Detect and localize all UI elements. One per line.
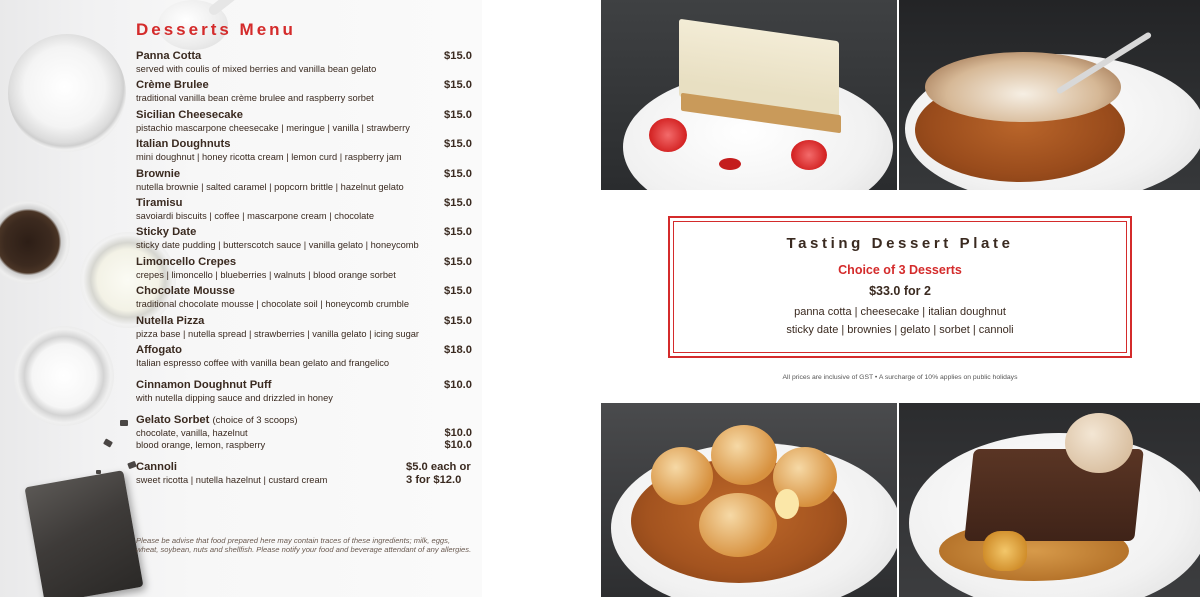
item-price: $15.0	[444, 108, 472, 121]
menu-item	[136, 344, 472, 369]
cheesecake-photo	[601, 0, 897, 190]
dessert-list	[136, 50, 472, 490]
item-description: nutella brownie | salted caramel | popcorn brittle | hazelnut gelato	[136, 181, 404, 192]
popcorn-brittle	[983, 531, 1027, 571]
menu-item	[136, 109, 472, 134]
coulis-drop	[719, 158, 741, 170]
item-description: sweet ricotta | nutella hazelnut | custard cream	[136, 474, 328, 485]
item-name: Panna Cotta	[136, 50, 202, 62]
menu-item	[136, 315, 472, 340]
item-price: $18.0	[444, 343, 472, 356]
menu-item	[136, 168, 472, 193]
doughnuts-photo	[601, 403, 897, 597]
item-price: $15.0	[444, 138, 472, 151]
tasting-price: $33.0 for 2	[869, 284, 931, 298]
item-name: Italian Doughnuts	[136, 138, 231, 151]
tasting-options-line-1: panna cotta | cheesecake | italian doughnut	[794, 306, 1006, 318]
allergy-disclaimer: Please be advise that food prepared here may contain traces of these ingredients; milk, eggs, wheat, soybean, nuts and shellfish. Please notify your food and beverage attendant of any allergies.	[136, 536, 472, 555]
gelato-price: $10.0	[444, 426, 472, 439]
item-description: with nutella dipping sauce and drizzled in honey	[136, 392, 333, 403]
item-name: Sicilian Cheesecake	[136, 108, 243, 121]
chocolate-block-image	[25, 470, 144, 597]
item-name: Tiramisu	[136, 196, 183, 209]
gelato-note: (choice of 3 scoops)	[212, 414, 298, 426]
item-price: $15.0	[444, 285, 472, 298]
item-description: pistachio mascarpone cheesecake | meringue | vanilla | strawberry	[136, 122, 410, 133]
doughnut	[651, 447, 713, 505]
tiramisu-photo	[899, 0, 1200, 190]
item-description: savoiardi biscuits | coffee | mascarpone cream | chocolate	[136, 210, 375, 221]
gelato-row	[136, 439, 472, 451]
sorbet-price: $10.0	[444, 438, 472, 451]
tasting-choice: Choice of 3 Desserts	[838, 263, 962, 277]
sugar-bowl-image	[14, 326, 114, 426]
item-name: Limoncello Crepes	[136, 255, 237, 268]
hazelnut-gelato	[1065, 413, 1133, 473]
item-price: $15.0	[444, 167, 472, 180]
menu-item	[136, 197, 472, 222]
item-price: $15.0	[444, 50, 472, 62]
doughnut	[699, 493, 777, 557]
item-description: crepes | limoncello | blueberries | walnuts | blood orange sorbet	[136, 269, 396, 280]
flour-bowl-image	[8, 34, 126, 152]
menu-item-gelato	[136, 414, 472, 451]
item-name: Crème Brulee	[136, 79, 209, 92]
item-name	[136, 414, 472, 427]
tasting-plate-box	[668, 216, 1132, 358]
item-price: $15.0	[444, 255, 472, 268]
menu-item	[136, 50, 472, 75]
menu-item	[136, 226, 472, 251]
item-name: Chocolate Mousse	[136, 285, 235, 298]
item-name: Affogato	[136, 343, 182, 356]
menu-item	[136, 285, 472, 310]
menu-item	[136, 138, 472, 163]
price-note: All prices are inclusive of GST • A surcharge of 10% applies on public holidays	[782, 374, 1018, 381]
sorbet-flavours: blood orange, lemon, raspberry	[136, 439, 266, 450]
cannoli-price-single: $5.0 each or	[406, 460, 471, 473]
menu-item-cannoli	[136, 461, 472, 486]
item-price: $15.0	[444, 196, 472, 209]
strawberry	[791, 140, 827, 170]
item-name: Brownie	[136, 167, 181, 180]
chocolate-shard	[120, 420, 128, 426]
item-name: Cinnamon Doughnut Puff	[136, 378, 272, 391]
doughnut	[711, 425, 777, 485]
item-name: Sticky Date	[136, 226, 197, 239]
tasting-options-line-2: sticky date | brownies | gelato | sorbet | cannoli	[786, 324, 1014, 336]
item-description: traditional chocolate mousse | chocolate soil | honeycomb crumble	[136, 299, 410, 310]
item-name: Cannoli	[136, 460, 178, 473]
menu-item	[136, 379, 472, 404]
brownie-photo	[899, 403, 1200, 597]
item-description: mini doughnut | honey ricotta cream | lemon curd | raspberry jam	[136, 152, 402, 163]
item-description: sticky date pudding | butterscotch sauce | vanilla gelato | honeycomb	[136, 240, 419, 251]
custard-cream	[775, 489, 799, 519]
coffee-bowl-image	[0, 200, 70, 284]
item-price: $10.0	[444, 378, 472, 391]
menu-page	[0, 0, 482, 597]
gelato-flavours: chocolate, vanilla, hazelnut	[136, 427, 248, 438]
item-description: Italian espresso coffee with vanilla bean gelato and frangelico	[136, 357, 390, 368]
strawberry	[649, 118, 687, 152]
menu-title: Desserts Menu	[136, 20, 296, 39]
tiramisu-cream	[925, 52, 1121, 122]
cannoli-price	[406, 461, 472, 487]
item-description: traditional vanilla bean crème brulee and raspberry sorbet	[136, 93, 374, 104]
item-description: served with coulis of mixed berries and vanilla bean gelato	[136, 64, 377, 74]
menu-item	[136, 79, 472, 104]
item-name: Nutella Pizza	[136, 314, 205, 327]
menu-item	[136, 256, 472, 281]
gelato-name: Gelato Sorbet	[136, 413, 210, 426]
item-price: $15.0	[444, 79, 472, 92]
item-price: $15.0	[444, 226, 472, 239]
item-price: $15.0	[444, 314, 472, 327]
tasting-title: Tasting Dessert Plate	[786, 235, 1014, 252]
chocolate-shard	[96, 470, 101, 474]
item-description: pizza base | nutella spread | strawberries | vanilla gelato | icing sugar	[136, 328, 420, 339]
gelato-row	[136, 427, 472, 439]
cannoli-price-three: 3 for $12.0	[406, 473, 462, 486]
chocolate-shard	[103, 438, 113, 447]
